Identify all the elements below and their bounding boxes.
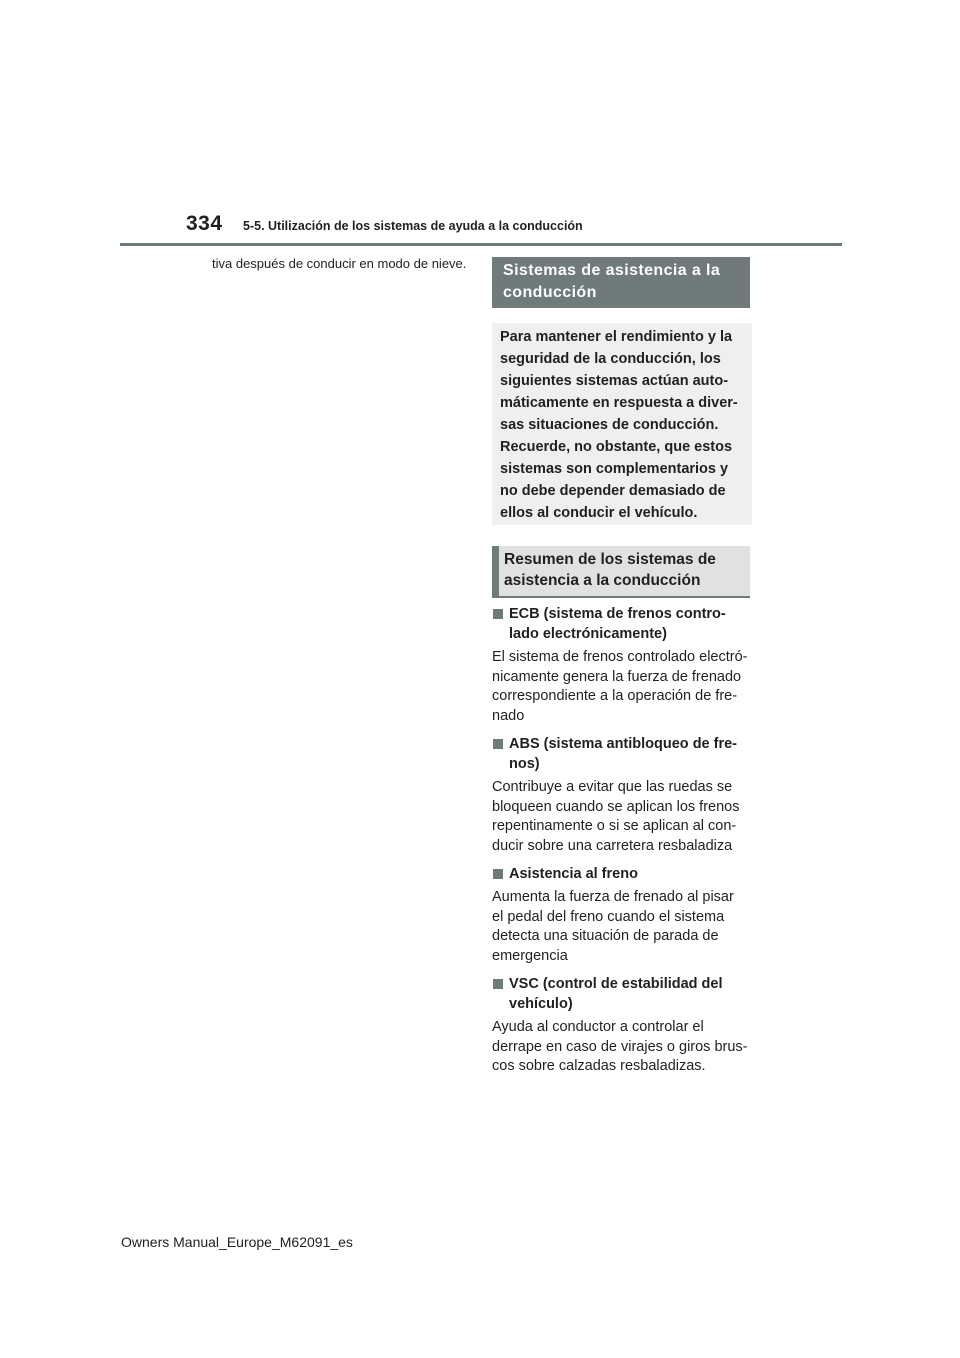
item-description — [492, 888, 754, 966]
desc-line: Ayuda al conductor a controlar el — [492, 1019, 704, 1035]
item-title — [492, 734, 754, 774]
main-heading-line: Sistemas de asistencia a la — [503, 262, 721, 279]
intro-line: no debe depender demasiado de — [500, 483, 726, 499]
list-item-vsc — [492, 974, 754, 1077]
desc-line: bloqueen cuando se aplican los frenos — [492, 798, 740, 815]
sub-heading-line: Resumen de los sistemas de — [504, 551, 716, 568]
desc-line: el pedal del freno cuando el sistema — [492, 908, 725, 925]
desc-line: nado — [492, 707, 525, 724]
item-title — [492, 604, 754, 644]
desc-line: detecta una situación de parada de — [492, 928, 719, 944]
main-heading-line: conducción — [503, 284, 597, 301]
systems-list — [492, 604, 754, 1085]
intro-box — [492, 323, 752, 525]
sub-heading-line: asistencia a la conducción — [504, 572, 701, 589]
item-title-line: ECB (sistema de frenos contro- — [509, 606, 726, 622]
sub-heading — [492, 546, 750, 598]
intro-line: seguridad de la conducción, los — [500, 351, 721, 367]
item-title — [492, 974, 754, 1014]
desc-line: ducir sobre una carretera resbaladiza — [492, 837, 733, 854]
main-heading — [492, 257, 750, 308]
square-bullet-icon — [493, 609, 503, 619]
item-title-line: lado electrónicamente) — [509, 626, 667, 642]
desc-line: correspondiente a la operación de fre- — [492, 688, 738, 704]
section-title: 5-5. Utilización de los sistemas de ayuda a la conducción — [243, 219, 583, 233]
desc-line: nicamente genera la fuerza de frenado — [492, 668, 742, 685]
list-item-ecb — [492, 604, 754, 726]
intro-line: Para mantener el rendimiento y la — [500, 329, 733, 345]
header-divider — [120, 243, 842, 246]
intro-line: máticamente en respuesta a diver- — [500, 395, 738, 411]
intro-line: ellos al conducir el vehículo. — [500, 505, 698, 521]
intro-line: sistemas son complementarios y — [500, 461, 729, 477]
continued-text: tiva después de conducir en modo de nieve. — [212, 256, 467, 271]
item-title — [492, 864, 754, 884]
desc-line: repentinamente o si se aplican al con- — [492, 818, 737, 834]
item-title-line: ABS (sistema antibloqueo de fre- — [509, 736, 738, 752]
page-number: 334 — [186, 212, 223, 235]
item-title-line: vehículo) — [509, 996, 573, 1012]
desc-line: Aumenta la fuerza de frenado al pisar — [492, 889, 734, 905]
item-title-line: nos) — [509, 756, 540, 772]
intro-line: sas situaciones de conducción. — [500, 417, 719, 433]
list-item-brake-assist — [492, 864, 754, 966]
square-bullet-icon — [493, 979, 503, 989]
item-title-line: VSC (control de estabilidad del — [509, 976, 723, 992]
desc-line: El sistema de frenos controlado electró- — [492, 649, 748, 665]
intro-line: Recuerde, no obstante, que estos — [500, 439, 733, 455]
desc-line: cos sobre calzadas resbaladizas. — [492, 1058, 706, 1074]
square-bullet-icon — [493, 869, 503, 879]
intro-line: siguientes sistemas actúan auto- — [500, 373, 729, 389]
item-description — [492, 1018, 754, 1077]
item-description — [492, 648, 754, 726]
desc-line: emergencia — [492, 947, 568, 964]
footer-text: Owners Manual_Europe_M62091_es — [121, 1234, 353, 1250]
item-title-line: Asistencia al freno — [509, 866, 638, 882]
desc-line: derrape en caso de virajes o giros brus- — [492, 1038, 748, 1055]
list-item-abs — [492, 734, 754, 856]
desc-line: Contribuye a evitar que las ruedas se — [492, 779, 733, 795]
item-description — [492, 778, 754, 856]
square-bullet-icon — [493, 739, 503, 749]
